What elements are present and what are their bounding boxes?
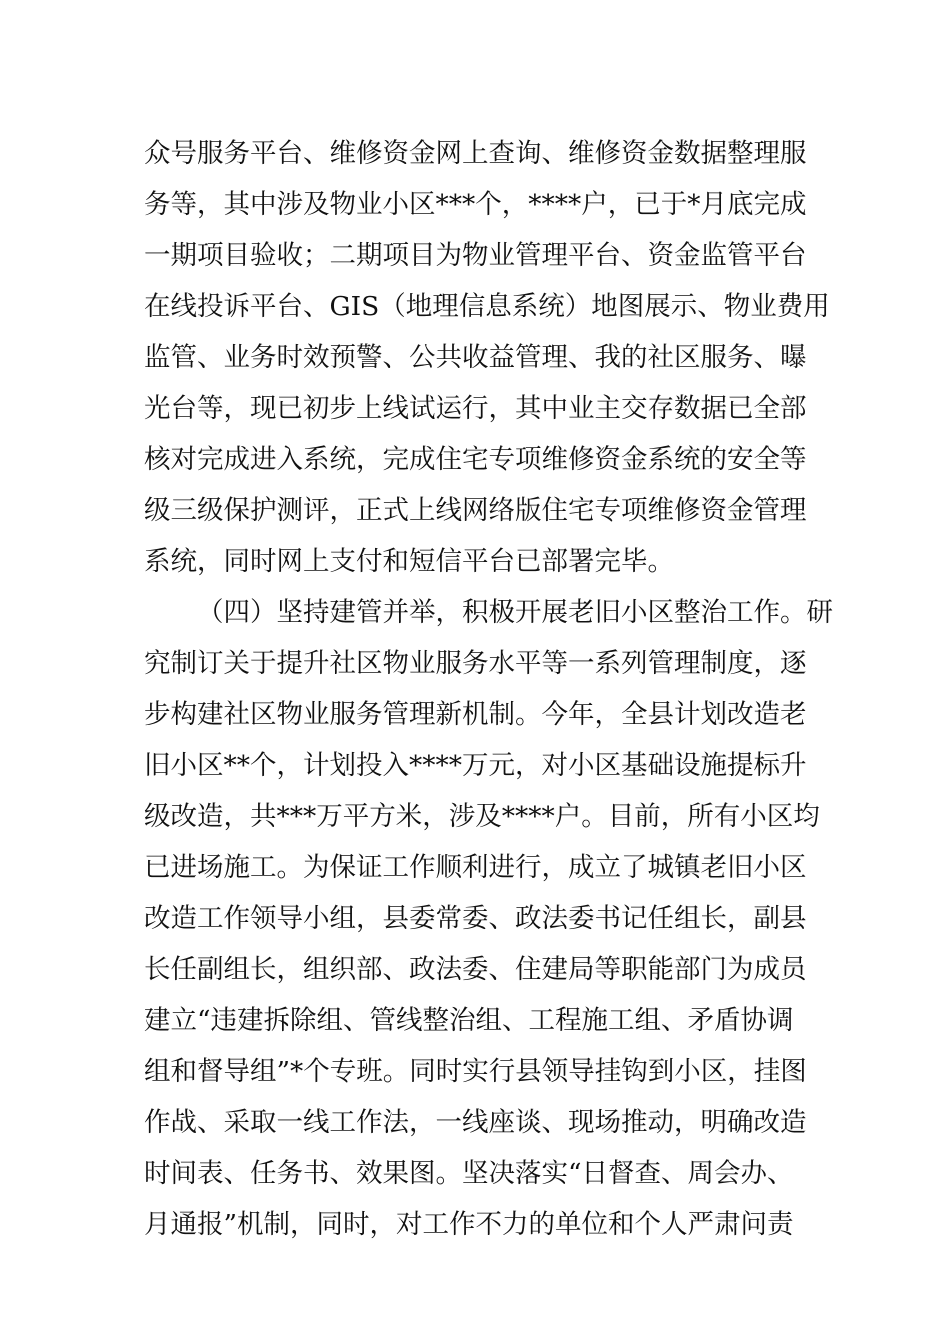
text-line: 究制订关于提升社区物业服务水平等一系列管理制度，逐	[144, 648, 807, 679]
text-line: 核对完成进入系统，完成住宅专项维修资金系统的安全等	[144, 444, 807, 475]
text-line: 已进场施工。为保证工作顺利进行，成立了城镇老旧小区	[144, 852, 807, 883]
text-line: 众号服务平台、维修资金网上查询、维修资金数据整理服	[144, 138, 807, 169]
text-line: 建立“违建拆除组、管线整治组、工程施工组、矛盾协调	[144, 1005, 794, 1036]
text-line: 时间表、任务书、效果图。坚决落实“日督查、周会办、	[144, 1158, 794, 1189]
text-line: 月通报”机制，同时，对工作不力的单位和个人严肃问责	[144, 1209, 794, 1240]
body-text	[144, 128, 833, 1250]
text-line: 监管、业务时效预警、公共收益管理、我的社区服务、曝	[144, 342, 807, 373]
text-line: 光台等，现已初步上线试运行，其中业主交存数据已全部	[144, 393, 807, 424]
text-line: 长任副组长，组织部、政法委、住建局等职能部门为成员	[144, 954, 807, 985]
text-line: 改造工作领导小组，县委常委、政法委书记任组长，副县	[144, 903, 807, 934]
text-line: 旧小区**个，计划投入****万元，对小区基础设施提标升	[144, 750, 807, 781]
text-line: 级三级保护测评，正式上线网络版住宅专项维修资金管理	[144, 495, 807, 526]
text-line: 系统，同时网上支付和短信平台已部署完毕。	[144, 546, 674, 577]
text-line: 一期项目验收；二期项目为物业管理平台、资金监管平台	[144, 240, 807, 271]
text-line: 组和督导组”*个专班。同时实行县领导挂钩到小区，挂图	[144, 1056, 807, 1087]
paragraph-start-line: （四）坚持建管并举，积极开展老旧小区整治工作。研	[197, 597, 833, 628]
text-line: 务等，其中涉及物业小区***个，****户，已于*月底完成	[144, 189, 807, 220]
text-line: 步构建社区物业服务管理新机制。今年，全县计划改造老	[144, 699, 807, 730]
text-line: 作战、采取一线工作法，一线座谈、现场推动，明确改造	[144, 1107, 807, 1138]
text-line: 在线投诉平台、GIS（地理信息系统）地图展示、物业费用	[144, 291, 830, 322]
text-line: 级改造，共***万平方米，涉及****户。目前，所有小区均	[144, 801, 820, 832]
